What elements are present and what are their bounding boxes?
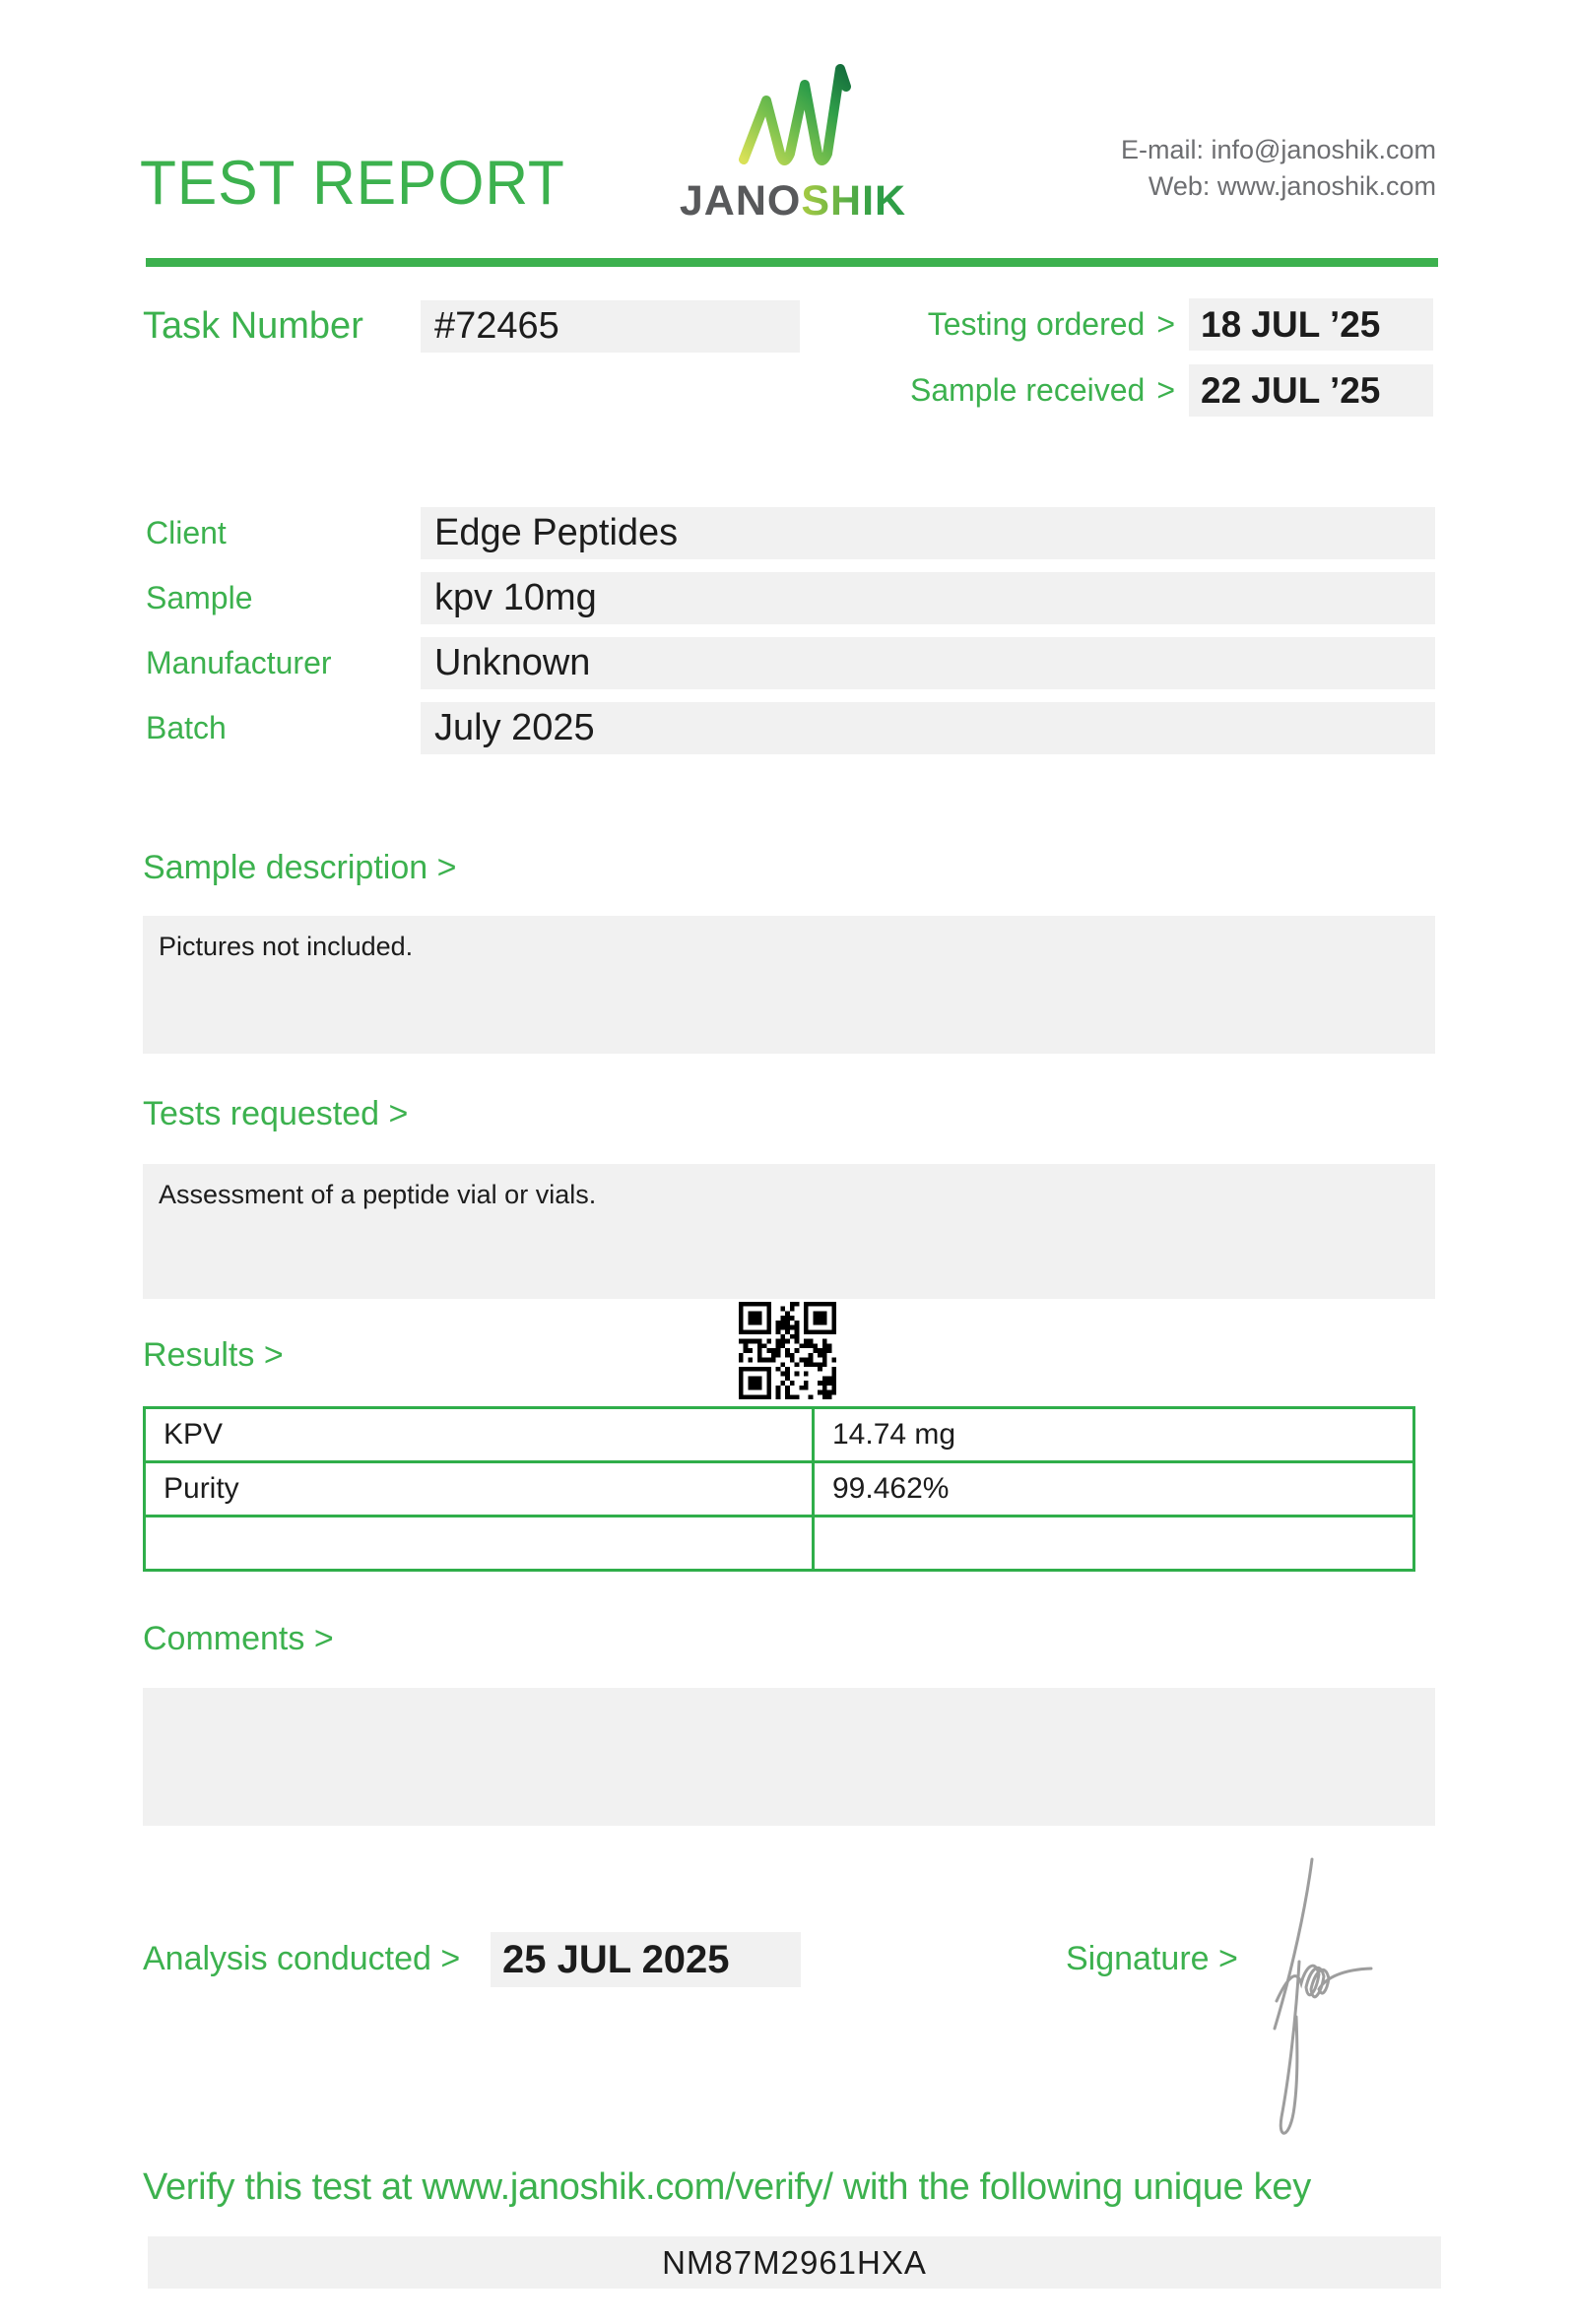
table-row bbox=[145, 1462, 1414, 1517]
results-heading: Results > bbox=[143, 1336, 284, 1374]
page-title: TEST REPORT bbox=[140, 149, 565, 218]
tests-requested-heading: Tests requested > bbox=[143, 1095, 409, 1132]
manufacturer-value: Unknown bbox=[421, 637, 1435, 689]
sample-description-heading: Sample description > bbox=[143, 849, 457, 886]
result-name bbox=[145, 1517, 814, 1571]
analysis-conducted-label: Analysis conducted > bbox=[143, 1940, 461, 1977]
comments-box bbox=[143, 1688, 1435, 1826]
verify-instruction: Verify this test at www.janoshik.com/verify/ with the following unique key bbox=[143, 2166, 1311, 2208]
table-row bbox=[145, 1408, 1414, 1462]
contact-email: E-mail: info@janoshik.com bbox=[1120, 135, 1436, 164]
header-divider bbox=[146, 258, 1438, 267]
logo-wordmark bbox=[678, 177, 908, 226]
contact-block bbox=[1121, 132, 1436, 205]
logo-word-jano: JANO bbox=[679, 177, 802, 225]
client-value: Edge Peptides bbox=[421, 507, 1435, 559]
manufacturer-row bbox=[143, 637, 1435, 689]
sample-label: Sample bbox=[146, 580, 253, 615]
sample-received-date: 22 JUL ’25 bbox=[1189, 364, 1433, 417]
batch-value: July 2025 bbox=[421, 702, 1435, 754]
janoshik-logo bbox=[678, 59, 908, 226]
client-label: Client bbox=[146, 515, 227, 550]
signature-label: Signature > bbox=[1066, 1940, 1238, 1977]
result-value: 99.462% bbox=[814, 1462, 1414, 1517]
result-name: KPV bbox=[145, 1408, 814, 1462]
testing-ordered-date: 18 JUL ’25 bbox=[1189, 298, 1433, 351]
sample-value: kpv 10mg bbox=[421, 572, 1435, 624]
qr-code bbox=[739, 1302, 836, 1404]
table-row bbox=[145, 1517, 1414, 1571]
manufacturer-label: Manufacturer bbox=[146, 645, 332, 680]
testing-ordered-label: Testing ordered bbox=[927, 306, 1146, 342]
result-name: Purity bbox=[145, 1462, 814, 1517]
result-value bbox=[814, 1517, 1414, 1571]
sample-received-label: Sample received bbox=[909, 372, 1146, 408]
signature-image bbox=[1233, 1822, 1470, 2162]
result-value: 14.74 mg bbox=[814, 1408, 1414, 1462]
contact-web: Web: www.janoshik.com bbox=[1148, 171, 1436, 201]
chevron-right-icon: > bbox=[1156, 372, 1175, 408]
batch-label: Batch bbox=[146, 710, 227, 745]
results-table bbox=[143, 1406, 1415, 1572]
testing-ordered-row bbox=[928, 298, 1433, 351]
comments-heading: Comments > bbox=[143, 1620, 334, 1657]
batch-row bbox=[143, 702, 1435, 754]
web-address: www.janoshik.com bbox=[1216, 171, 1436, 201]
tests-requested-box: Assessment of a peptide vial or vials. bbox=[143, 1164, 1435, 1299]
logo-word-shik: SHIK bbox=[801, 177, 907, 225]
chevron-right-icon: > bbox=[1156, 306, 1175, 342]
sample-description-box: Pictures not included. bbox=[143, 916, 1435, 1054]
sample-row bbox=[143, 572, 1435, 624]
email-address: info@janoshik.com bbox=[1211, 135, 1436, 164]
task-number-value: #72465 bbox=[421, 300, 800, 353]
sample-received-row bbox=[910, 364, 1433, 417]
task-number-label: Task Number bbox=[143, 305, 363, 347]
analysis-conducted-date: 25 JUL 2025 bbox=[491, 1932, 801, 1987]
client-row bbox=[143, 507, 1435, 559]
verify-key: NM87M2961HXA bbox=[148, 2236, 1441, 2289]
chart-growth-arrow-icon bbox=[678, 59, 908, 175]
